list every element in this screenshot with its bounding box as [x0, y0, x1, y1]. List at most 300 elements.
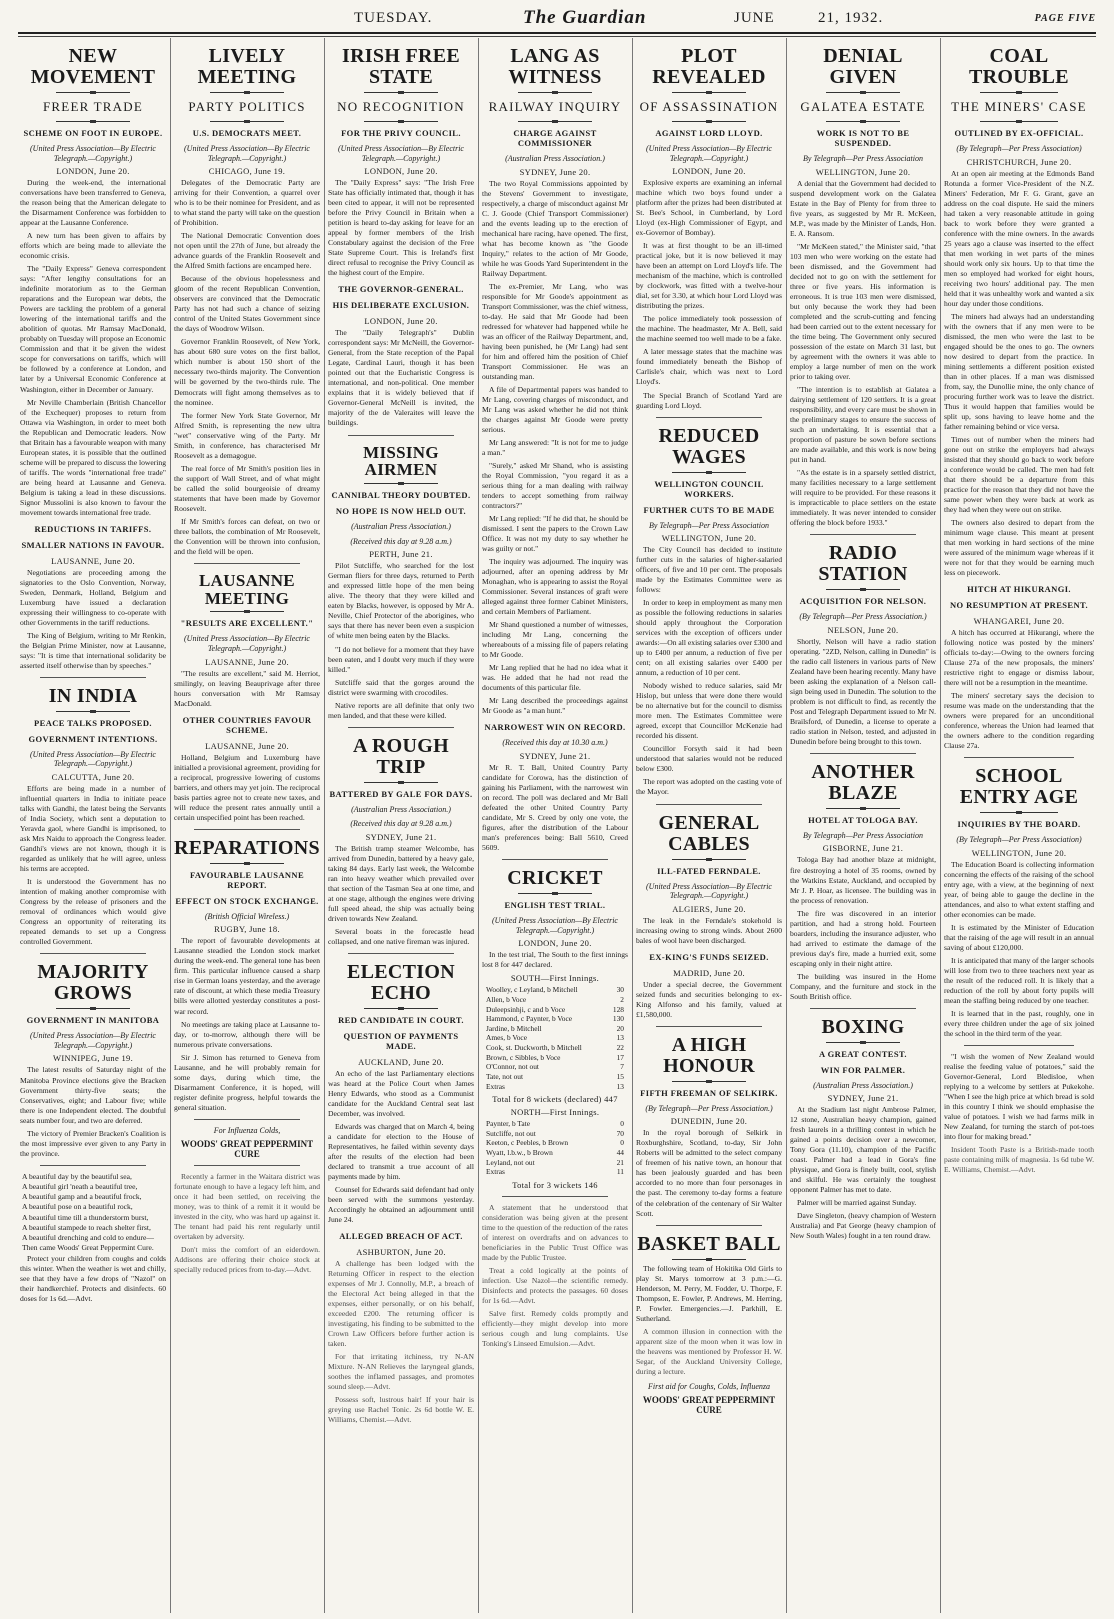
divider-rule [364, 92, 438, 93]
newspaper-title: The Guardian [523, 7, 647, 28]
runs: 7 [620, 1062, 624, 1072]
ad-verse-line: A beautiful time till a thunderstorm burst, [22, 1212, 149, 1222]
divider-rule [672, 121, 746, 122]
headline-reparations: REPARATIONS [174, 836, 320, 859]
scorecard-row [486, 1158, 624, 1168]
subhead: THE GOVERNOR-GENERAL. [338, 284, 464, 295]
article-paragraph: At the Stadium last night Ambrose Palmer, 12 stone, Australian heavy champion, gained fresh laurels in a thrilling contest in which he gained a points decision over a newcomer, Tony Gora (11.10), champion of the Pacific coast. Palmer had a lead in Gora's fine physique, and Gora is finely built, cool, stylish and skilful. He was certainly the toughest opponent Palmer has met to date. [790, 1105, 936, 1195]
article-paragraph: Sir J. Simon has returned to Geneva from Lausanne, and he will probably remain for some days, during which time, the Disarmament Conference, it is hoped, will register definite progress, helpful towards the general situation. [174, 1052, 320, 1112]
divider-rule [826, 92, 900, 93]
subhead: BATTERED BY GALE FOR DAYS. [329, 788, 473, 799]
divider-rule [980, 812, 1058, 813]
dateline: WELLINGTON, June 20. [661, 533, 757, 544]
subhead: "RESULTS ARE EXCELLENT." [180, 618, 314, 629]
subhead: HIS DELIBERATE EXCLUSION. [332, 300, 470, 311]
runs: 20 [616, 1023, 624, 1033]
dateline: LONDON, June 20. [518, 938, 592, 949]
article-paragraph: Governor Franklin Roosevelt, of New York, has about 680 sure votes on the first ballot, which number is about 150 short of the necessary two-thirds majority. The Convention will be governed by the two-thirds rule. The Democrats will fight among themselves as to the nominee. [174, 337, 320, 407]
article-paragraph: It is anticipated that many of the larger schools will lose from two to three teachers next year as the result of the reduced roll. It is likely that a reduction of the roll by about forty pupils will mean the staffing being reduced by one teacher. [944, 956, 1094, 1006]
wire-credit: By Telegraph—Per Press Association [803, 154, 923, 163]
wire-credit: (By Telegraph—Per Press Association.) [799, 612, 927, 622]
article-paragraph: The following team of Hokitika Old Girls to play St. Marys tomorrow at 3 p.m.:—G. Henderson, M. Perry, M. Fodder, U. Thorpe, F. Thompson, E. Fowler, P. Andrews, M. Herring, P. Fowler. Emergencies.—J. Parkhill, E. Sutherland. [636, 1263, 782, 1323]
subhead: EX-KING'S FUNDS SEIZED. [649, 951, 769, 962]
article-paragraph: Shortly, Nelson will have a radio station operating. "2ZD, Nelson, calling in Dunedin" is the radio call listeners in various parts of New Zealand have been hearing recently. Many have been asking the explanation of a Nelson call-sign being used in Dunedin. The solution to the problem is not difficult to find, as recently the Post and Telegraph Department issued to Mr N. Brailsford, of Dunedin, a license to operate a radio station in Nelson, tested, and adjusted in Dunedin before being brought to this town. [790, 636, 936, 746]
article-paragraph: Mr R. T. Ball, United Country Party candidate for Corowa, has the distinction of gaining his Parliament, with the narrowest win on record. The poll was declared and Mr Ball defeated the other United Country Party candidate, Mr S. Creed by only one vote, the figures, after the distribution of the Labour man's preferences being: Ball 5610, Creed 5609. [482, 762, 628, 853]
article-paragraph: No meetings are taking place at Lausanne to-day, or to-morrow, although there will be numerous private conversations. [174, 1019, 320, 1049]
subhead: FREER TRADE [43, 99, 143, 114]
scorecard-row [486, 995, 624, 1005]
article-paragraph: The former New York State Governor, Mr Alfred Smith, is representing the new ultra "wet" conservative wing of the Party. Mr Smith, in conference, has characterised Mr Roosevelt as a demagogue. [174, 410, 320, 460]
dateline: ALGIERS, June 20. [672, 903, 746, 914]
scorecard-row [486, 1024, 624, 1034]
batsman: Sutcliffe, not out [486, 1128, 536, 1138]
subhead: ILL-FATED FERNDALE. [657, 865, 761, 876]
headline-boxing: BOXING [821, 1015, 905, 1038]
wire-credit: (Australian Press Association.) [813, 1080, 913, 1090]
subhead: GOVERNMENT IN MANITOBA [26, 1015, 160, 1026]
article-paragraph: The King of Belgium, writing to Mr Renkin, the Belgian Prime Minister, now at Lausanne, says: "It is time that international solidarity be asserted itself otherwise than by speeches." [20, 630, 166, 670]
dateline: RUGBY, June 18. [214, 924, 280, 935]
wire-credit: (United Press Association—By Electric Telegraph.—Copyright.) [338, 144, 464, 163]
runs: 0 [620, 1138, 624, 1148]
wire-credit: (United Press Association—By Electric Telegraph.—Copyright.) [646, 144, 772, 163]
dateline: SYDNEY, June 21. [519, 750, 591, 761]
article-paragraph: The "Daily Telegraph's" Dublin correspondent says: Mr McNeill, the Governor-General, from the State reception of the Papal Legate, Cardinal Lauri, though it has been pointed out that the Eucharistic Congress is international, and non-political. One member explains that it is widely believed that if Governor-General McNeill is invited, the majority of the de Valeraites will leave the buildings. [328, 328, 474, 428]
article-paragraph: A new turn has been given to affairs by efforts which are being made to alleviate the economic crisis. [20, 231, 166, 261]
article-paragraph: Mr Lang described the proceedings against Mr Goode as "a man hunt." [482, 696, 628, 716]
article-paragraph: The National Democratic Convention does not open until the 27th of June, but already the advance guards of the Franklin Roosevelt and the Alfred Smith factions are encamped here. [174, 231, 320, 271]
subhead: WELLINGTON COUNCIL WORKERS. [654, 478, 764, 499]
subhead: GALATEA ESTATE [800, 99, 926, 114]
dateline: SYDNEY, June 20. [519, 166, 591, 177]
column-divider [786, 38, 787, 1613]
article-end-rule [40, 1165, 146, 1166]
headline-lively-meeting: LIVELY MEETING [197, 45, 297, 88]
column-3 [328, 38, 474, 1613]
column-divider [324, 38, 325, 1613]
batsman: Tate, not out [486, 1071, 524, 1081]
advertisement-paragraph: Possess soft, lustrous hair! If your hair is greying use Rachel Tonic. 2s 6d bottle W. E. Williams, Chemist.—Advt. [328, 1395, 474, 1425]
divider-rule [518, 92, 592, 93]
article-paragraph: A file of Departmental papers was handed to Mr Lang, covering charges of misconduct, and Mr Lang was asked whether he did not think the charges against Mr Goode were pretty serious. [482, 384, 628, 434]
scorecard-row [486, 1138, 624, 1148]
subhead: WIN FOR PALMER. [820, 1064, 906, 1075]
runs: 44 [616, 1148, 624, 1158]
subhead: CANNIBAL THEORY DOUBTED. [331, 490, 471, 501]
runs: 11 [616, 1167, 624, 1177]
runs: 15 [616, 1071, 624, 1081]
headline-general-cables: GENERAL CABLES [658, 811, 760, 855]
article-end-rule [348, 435, 454, 436]
batsman: Paynter, b Tate [486, 1119, 530, 1129]
article-paragraph: "I do not believe for a moment that they have been eaten, and I doubt very much if they were killed." [328, 644, 474, 674]
ad-tagline: First aid for Coughs, Colds, Influenza [647, 1381, 770, 1391]
article-paragraph: Because of the obvious hopelessness and gloom of the recent Republican Convention, observers are convinced that the Democratic Party has not had such a chance of seizing control of the United States Government since the days of Woodrow Wilson. [174, 274, 320, 334]
subhead: FOR THE PRIVY COUNCIL. [341, 128, 461, 138]
article-paragraph: A challenge has been lodged with the Returning Officer in respect to the election expenses of Mr J. Connolly, M.P., a breach of the Electoral Act being alleged in that the expenses, either personally, or on his behalf, exceeded £200. The returning officer is investigating, his finding to be submitted to the Crown Law Officers before further action is taken. [328, 1259, 474, 1349]
article-paragraph: Palmer will be married against Sunday. [797, 1198, 917, 1208]
dateline: DUNEDIN, June 20. [670, 1116, 748, 1127]
runs: 0 [620, 1119, 624, 1129]
divider-rule [56, 92, 130, 93]
column-divider [170, 38, 171, 1613]
headline-a-rough-trip: A ROUGH TRIP [353, 734, 449, 778]
dateline: GISBORNE, June 21. [822, 843, 904, 854]
article-paragraph: A later message states that the machine was found immediately beneath the Bishop of Carlisle's chair, which was next to Lord Lloyd's. [636, 347, 782, 387]
subhead: RED CANDIDATE IN COURT. [338, 1014, 464, 1025]
article-end-rule [656, 804, 762, 805]
article-paragraph: In the royal borough of Selkirk in Roxburghshire, Scotland, to-day, Sir John Roberts will be admitted to the select company of freemen of his native town, an honour that has been jealously guarded and has been accorded to no more than four personages in the past. The ceremony to-day forms a feature of the celebration of the centenary of Sir Walter Scott. [636, 1128, 782, 1218]
article-paragraph: Explosive experts are examining an infernal machine which two boys found under a platform after the prizes had been distributed at St. Bee's School, in Cumberland, by Lord Lloyd (ex-High Commissioner of Egypt, and ex-Governor of Bombay). [636, 178, 782, 238]
article-paragraph: It was at first thought to be an ill-timed practical joke, but it is now believed it may have been an attempt on Lord Lloyd's life. The mechanism of the machine, which is controlled by clockwork, was fitted with a twelve-hour dial, set for 3.30, at which hour Lord Lloyd was distributing the prizes. [636, 241, 782, 311]
scorecard-row [486, 1014, 624, 1024]
dateline: WELLINGTON, June 20. [815, 166, 911, 177]
divider-rule [210, 121, 284, 122]
article-paragraph: It is learned that in the past, roughly, one in every three children under the age of six joined the school in the third term of the year. [944, 1009, 1094, 1039]
headline-denial-given: DENIAL GIVEN [823, 45, 903, 88]
article-paragraph: At an open air meeting at the Edmonds Band Rotunda a former Vice-President of the N.Z. Miners' Federation, Mr F. G. Grant, gave an address on the coal dispute. He said the miners had taken a very reasonable attitude in going back to work before they were granted a conference with the mine owners. In the awards 25 years ago a clause was inserted to the effect that men working in wet parts of the mines should work only six hours. Up to that time the men so employed had worked for eight hours, receiving two hours' additional pay. The men held that it was unhealthy work and wanted a six hour day under those conditions. [944, 168, 1094, 308]
scorecard-south [482, 985, 628, 1091]
subhead: GOVERNMENT INTENTIONS. [28, 733, 158, 744]
wire-credit: (By Telegraph—Per Press Association) [956, 144, 1082, 153]
masthead-rule [18, 36, 1096, 37]
runs: 21 [616, 1157, 624, 1167]
wire-credit: (United Press Association—By Electric Telegraph.—Copyright.) [30, 144, 156, 163]
received-note: (Received this day at 10.30 a.m.) [502, 738, 608, 748]
article-paragraph: The Education Board is collecting information concerning the effects of the raising of the school entry age, with a view, at the beginning of next year, of being able to gauge the decline in the attendances, and also to what extent staffing and other economies can be made. [944, 860, 1094, 920]
scorecard-row [486, 985, 624, 995]
article-paragraph: In the test trial, The South to the first innings lost 8 for 447 declared. [482, 950, 628, 970]
divider-rule [980, 121, 1058, 122]
article-paragraph: The real force of Mr Smith's position lies in the support of Wall Street, and of what might be called the solid bourgeoisie of dreamy statements that have been made by Governor Roosevelt. [174, 463, 320, 513]
article-paragraph: "The results are excellent," said M. Herriot, smilingly, on leaving Beauprivage after three hours conversation with Mr Ramsay MacDonald. [174, 668, 320, 708]
headline-irish-free-state: IRISH FREE STATE [341, 45, 461, 88]
runs: 13 [616, 1033, 624, 1043]
article-paragraph: The City Council has decided to institute further cuts in the salaries of higher-salaried officers, of five and 10 per cent. The proposals made by the Estimates Committee were as follows: [636, 545, 782, 595]
subhead: QUESTION OF PAYMENTS MADE. [343, 1030, 459, 1051]
subhead: REDUCTIONS IN TARIFFS. [34, 523, 152, 534]
advertisement-paragraph: Don't miss the comfort of an eiderdown. Addisons are offering their choice stock at specially reduced prices from to-day.—Advt. [174, 1245, 320, 1275]
batsman: Brown, c Sibbles, b Voce [486, 1052, 561, 1062]
divider-rule [826, 589, 900, 590]
article-end-rule [348, 727, 454, 728]
article-paragraph: The ex-Premier, Mr Lang, who was responsible for Mr Goode's appointment as Transport Commissioner, was the chief witness, to-day. He said that Mr Goode had been redressed for whatever had happened while he was an officer of the Railway Department, and, having been punished, he (Mr Lang) had sent for him and offered him the position of Chief Transport Commissioner. He was an outstanding man. [482, 281, 628, 381]
headline-cricket: CRICKET [507, 867, 603, 890]
wire-credit: (United Press Association—By Electric Telegraph.—Copyright.) [646, 881, 772, 901]
batsman: Extras [486, 1081, 505, 1091]
masthead-month: JUNE [734, 10, 775, 26]
batsman: Duleepsinhji, c and b Voce [486, 1004, 566, 1014]
subhead: NARROWEST WIN ON RECORD. [484, 722, 626, 733]
batsman: Jardine, b Mitchell [486, 1023, 542, 1033]
dateline: LAUSANNE, June 20. [205, 656, 289, 667]
divider-rule [56, 711, 130, 712]
subhead: HOTEL AT TOLOGA BAY. [808, 814, 918, 825]
divider-rule [364, 782, 438, 783]
wire-credit: By Telegraph—Per Press Association [649, 520, 769, 530]
dateline: PERTH, June 21. [369, 549, 433, 560]
article-paragraph: Recently a farmer in the Waitara district was fortunate enough to have a legacy left him, and once it had been settled, on receiving the money, was to think of a remit it it would be invested in the city, who was hard up against it. The tenant had paid his rent regularly until overtaken by adversity. [174, 1172, 320, 1242]
subhead: NO RESUMPTION AT PRESENT. [950, 600, 1088, 611]
subhead: FURTHER CUTS TO BE MADE [643, 504, 775, 515]
article-paragraph: Counsel for Edwards said defendant had only been served with the summons yesterday. Accordingly he obtained an adjournment until June 24. [328, 1185, 474, 1225]
masthead-day: TUESDAY. [354, 10, 433, 26]
dateline: LONDON, June 20. [364, 316, 438, 327]
received-note: (Received this day at 9.28 a.m.) [350, 536, 452, 546]
advertisement-paragraph: Treat a cold logically at the points of infection. Use Nazol—the scientific remedy. Disinfects and protects the passages. 60 doses for 1s 6d.—Advt. [482, 1266, 628, 1306]
ad-verse-line: Then came Woods' Great Peppermint Cure. [22, 1243, 154, 1253]
article-end-rule [348, 953, 454, 954]
headline-lausanne-meeting: LAUSANNE MEETING [199, 570, 295, 608]
subhead: OUTLINED BY EX-OFFICIAL. [954, 128, 1084, 138]
divider-rule [672, 1081, 746, 1082]
article-paragraph: Native reports are all definite that only two men landed, and that these were killed. [328, 700, 474, 720]
ad-verse-line: A beautiful drenching and cold to endure— [22, 1233, 155, 1243]
subhead: SMALLER NATIONS IN FAVOUR. [21, 539, 165, 550]
wire-credit: (British Official Wireless.) [204, 911, 290, 921]
article-end-rule [656, 1225, 762, 1226]
subhead: ALLEGED BREACH OF ACT. [339, 1231, 463, 1242]
article-paragraph: Mr Lang answered: "It is not for me to judge a man." [482, 437, 628, 457]
divider-rule [210, 92, 284, 93]
runs: 70 [616, 1128, 624, 1138]
article-paragraph: An echo of the last Parliamentary elections was heard at the Police Court when James Henry Edwards, who stood as a Communist candidate for the Auckland Central seat last December, was involved. [328, 1068, 474, 1119]
dateline: ASHBURTON, June 20. [356, 1247, 446, 1258]
subhead: OF ASSASSINATION [639, 99, 779, 114]
advertisement-paragraph: Insident Tooth Paste is a British-made tooth paste containing milk of magnesia. 1s 6d tube W. E. Williams, Chemist.—Advt. [944, 1145, 1094, 1175]
dateline: SYDNEY, June 21. [365, 831, 437, 842]
column-2 [174, 38, 320, 1613]
article-paragraph: Mr Shand questioned a number of witnesses, including Mr Lang, concerning the whereabouts of a missing file of papers relating to Mr Goode. [482, 620, 628, 660]
batsman: Hammond, c Paynter, b Voce [486, 1014, 573, 1024]
batsman: Wyatt, l.b.w., b Brown [486, 1148, 553, 1158]
article-paragraph: "I wish the women of New Zealand would realise the feeding value of potatoes," said the Governor-General, Lord Bledisloe, when replying to a welcome by settlers at Pukekohe. "When I see the high price at which bread is sold in this country I think we should emphasise the value of potatoes. I wish we had farms milk in New Zealand, for turning the starch of pot-toes into flour for making bread." [944, 1052, 1094, 1142]
dateline: WHANGAREI, June 20. [973, 616, 1065, 627]
dateline: LAUSANNE, June 20. [51, 555, 135, 566]
subhead: FIFTH FREEMAN OF SELKIRK. [640, 1087, 778, 1098]
ad-tagline: For Influenza Colds, [213, 1125, 281, 1135]
scorecard-row [486, 1148, 624, 1158]
scorecard-north [482, 1119, 628, 1177]
article-paragraph: The latest results of Saturday night of the Manitoba Province elections give the Bracken Government thirty-five seats; the Conservatives, eight; and Labour five; while there is one Independent elected. The doubtful seats number four, and two are deferred. [20, 1065, 166, 1125]
article-paragraph: Nobody wished to reduce salaries, said Mr Hislop, but unless that were done there would be no alternative but for the council to dismiss more men. The Estimates Committee were agreed, except that Councillor McKenzie had recorded his dissent. [636, 681, 782, 741]
ad-verse-line: A beautiful gamp and a beautiful frock, [22, 1192, 142, 1202]
article-paragraph: A hitch has occurred at Hikurangi, where the following notice was posted by the miners' officials to-day:—Owing to the owners forcing Clause 27a of the new proposals, the miners' restrictive right to engage or dismiss labour, there will not be a resumption in the meantime. [944, 628, 1094, 688]
ad-verse-line: A beautiful pose on a beautiful rock, [22, 1202, 133, 1212]
received-note: (Received this day at 9.28 a.m.) [350, 819, 452, 829]
subhead: CHARGE AGAINST COMMISSIONER [513, 128, 597, 148]
runs: 30 [616, 985, 624, 995]
ad-title: WOODS' GREAT PEPPERMINT CURE [642, 1395, 776, 1416]
dateline: CHRISTCHURCH, June 20. [966, 156, 1072, 167]
divider-rule [364, 483, 438, 484]
dateline: WINNIPEG, June 19. [53, 1053, 133, 1064]
dateline: LONDON, June 20. [672, 166, 746, 177]
runs: 13 [616, 1081, 624, 1091]
subhead: ACQUISITION FOR NELSON. [799, 596, 927, 607]
article-paragraph: "Mr McKeen stated," the Minister said, "that 103 men who were working on the estate had been dismissed, and the Government had decided not to go on with the settlement for three or five years. His information is erroneous. It is true 103 men were dismissed, but only because the work they had been completed and the scrub-cutting and fencing had been carried out to the extent necessary for the time being. The Government only secured possession of the estate on March 31 last, but by agreement with the owners it was able to employ a large number of men on the work prior to taking over. [790, 241, 936, 381]
divider-rule [826, 1042, 900, 1043]
headline-coal-trouble: COAL TROUBLE [969, 45, 1069, 88]
article-paragraph: Dave Singleton, (heavy champion of Western Australia) and Pat George (heavy champion of New South Wales) fought in a ten round draw. [790, 1211, 936, 1241]
scorecard-row [486, 1053, 624, 1063]
ad-verse-line: A beautiful girl 'neath a beautiful tree, [22, 1181, 138, 1191]
article-end-rule [194, 1119, 300, 1120]
article-paragraph: "As the estate is in a sparsely settled district, many facilities necessary to a large settlement will require to be provided. For these reasons it is impracticable to place settlers on the estate immediately. It was never intended to consider offering the block before 1933." [790, 468, 936, 528]
column-5 [636, 38, 782, 1613]
article-paragraph: The leak in the Ferndale's stokehold is increasing owing to strong winds. About 2600 bales of wool have been discharged. [636, 915, 782, 945]
article-paragraph: Negotiations are proceeding among the signatories to the Oslo Convention, Norway, Sweden, Denmark, Holland, Belgium and Luxemburg have issued a declaration expressing their willingness to co-operate with other Governments in the tariff reductions. [20, 567, 166, 627]
subhead: INQUIRIES BY THE BOARD. [957, 819, 1081, 830]
batsman: Keeton, c Peebles, b Brown [486, 1138, 569, 1148]
wire-credit: (Australian Press Association.) [351, 804, 451, 814]
divider-rule [826, 808, 900, 809]
article-paragraph: Mr Lang replied: "If he did that, he should be dismissed. I sent the papers to the Crown Law Office. It was not my duty to say whether he was guilty or not." [482, 514, 628, 554]
subhead: ENGLISH TEST TRIAL. [504, 900, 606, 911]
article-end-rule [810, 1008, 916, 1009]
dateline: LONDON, June 20. [56, 166, 130, 177]
article-paragraph: Pilot Sutcliffe, who searched for the lost German fliers for three days, returned to Perth and expressed little hope of the men being alive. The theory that they were killed and eaten by Blacks, however, is opposed by Mr A. Neville, Chief Protector of the aborigines, who says that there has never been even a suspicion of white men being eaten by the Blacks. [328, 561, 474, 641]
headline-a-high-honour: A HIGH HONOUR [663, 1033, 755, 1077]
wire-credit: (United Press Association—By Electric Telegraph.—Copyright.) [30, 1031, 156, 1050]
article-paragraph: The victory of Premier Bracken's Coalition is the most impressive ever given to any Party in the province. [20, 1128, 166, 1158]
article-paragraph: The police immediately took possession of the machine. The headmaster, Mr A. Bell, said the machine seemed too well made to be a fake. [636, 314, 782, 344]
runs: 22 [616, 1043, 624, 1053]
article-paragraph: The "Daily Express" Geneva correspondent says: "After lengthy consultations for an indefinite moratorium as to the German reparations and the European war debts, the Powers are tackling the problem of a general lowering of the international tariffs and the abolition of quotas. Mr Ramsay MacDonald, probably on Tuesday will propose an Economic Commission and that it be given the widest scope for conversations on tariffs, which will be followed by a conference at London, and later by a Universal Economic Conference at Washington, either in December or January. [20, 264, 166, 394]
subhead: AGAINST LORD LLOYD. [655, 128, 763, 138]
innings-heading: SOUTH—First Innings. [510, 973, 600, 984]
wire-credit: (By Telegraph—Per Press Association) [956, 835, 1082, 845]
wire-credit: (United Press Association—By Electric Telegraph.—Copyright.) [184, 634, 310, 654]
subhead: THE MINERS' CASE [951, 99, 1087, 114]
subhead: SCHEME ON FOOT IN EUROPE. [23, 128, 163, 138]
page-columns [18, 38, 1096, 1613]
dateline: CHICAGO, June 19. [208, 166, 286, 177]
scorecard-row [486, 1129, 624, 1139]
wire-credit: (Australian Press Association.) [505, 154, 605, 163]
batsman: O'Connor, not out [486, 1062, 539, 1072]
headline-new-movement: NEW MOVEMENT [30, 45, 156, 88]
dateline: NELSON, June 20. [827, 624, 899, 635]
subhead: PARTY POLITICS [188, 99, 306, 114]
scorecard-row [486, 1062, 624, 1072]
advertisement-paragraph: Salve first. Remedy colds promptly and efficiently—they might develop into more serious cough and lung complaints. Use Tonking's Linseed Emulsion.—Advt. [482, 1309, 628, 1349]
subhead: A GREAT CONTEST. [819, 1048, 907, 1059]
article-paragraph: The owners also desired to depart from the minimum wage clause. This meant at present that men working in hard sections of the mine were assured of the minimum wage whereas if it were not for that they would be earning much less on piecework. [944, 518, 1094, 578]
masthead-date: 21, 1932. [818, 10, 884, 26]
scorecard-row [486, 1043, 624, 1053]
scorecard-row [486, 1072, 624, 1082]
article-paragraph: The inquiry was adjourned. The inquiry was adjourned, after an opening address by Mr Monaghan, who is appearing to assist the Royal Commissioner. Several instances of graft were alleged against three former Cabinet Ministers, and certain Members of Parliament. [482, 557, 628, 617]
article-paragraph: During the week-end, the international conversations have been transferred to Geneva, the reason being that the American delegate to the Disarmament Conference was forbidden to appear at the Lausanne Conference. [20, 178, 166, 228]
column-divider [940, 38, 941, 1613]
subhead: RAILWAY INQUIRY [488, 99, 622, 114]
article-paragraph: The fire was discovered in an interior partition, and had a strong hold. Fourteen boarders, including the insurance adjuster, who had arrived to estimate the damage of the previous day's fire, made a hurried exit, some escaping only in their night attire. [790, 908, 936, 968]
article-paragraph: It is understood the Government has no intention of making another compromise with Congress by the release of prisoners and the removal of ordinances which would give Congress an opportunity of reiterating its repeated demands to set up a Congress controlled Government. [20, 877, 166, 947]
wire-credit: (United Press Association—By Electric Telegraph.—Copyright.) [30, 749, 156, 769]
subhead: PEACE TALKS PROPOSED. [34, 717, 152, 728]
headline-missing-airmen: MISSING AIRMEN [363, 442, 439, 480]
article-end-rule [656, 417, 762, 418]
subhead: OTHER COUNTRIES FAVOUR SCHEME. [182, 714, 312, 735]
article-end-rule [194, 563, 300, 564]
masthead [18, 4, 1096, 34]
article-paragraph: The report was adopted on the casting vote of the Mayor. [636, 777, 782, 797]
headline-reduced-wages: REDUCED WAGES [658, 424, 760, 468]
headline-in-india: IN INDIA [48, 684, 138, 707]
article-end-rule [40, 677, 146, 678]
divider-rule [826, 121, 900, 122]
article-end-rule [810, 534, 916, 535]
article-paragraph: Mr Neville Chamberlain (British Chancellor of the Exchequer) proposes to return from Ottawa via Washington, in order to meet both the Republican and Democratic leaders. Now that Britain has a favourable weapon with many European states, it is possible that the outlined scheme will be prepared to discuss the lowering of tariffs. The words "international free trade" are being heard at Lausanne and Geneva. Belgium is taking a lead in these discussions. Signor Mussolini is also known to favour the movement towards international free trade. [20, 397, 166, 517]
article-end-rule [810, 753, 916, 754]
batsman: Allen, b Voce [486, 994, 527, 1004]
article-paragraph: The two Royal Commissions appointed by the Stevens' Government to investigate, respectively, a charge of misconduct against Mr C. J. Goode (Chief Transport Commissioner) and the events leading up to the erection of mechanical hare racing, have opened. The first, what has become known as "the Goode Inquiry," relates to the action of Mr Goode, while he was Goods Yard Superintendent in the Railway Department. [482, 178, 628, 278]
batsman: Ames, b Voce [486, 1033, 527, 1043]
article-paragraph: Holland, Belgium and Luxemburg have initialled a provisional agreement, providing for a reciprocal, progressive lowering of customs barriers, and others may yet join. The reciprocal basis parties agree not to create new taxes, and will reduce the present rates annually until a certain unspecified point has been reached. [174, 752, 320, 822]
headline-school-entry-age: SCHOOL ENTRY AGE [959, 765, 1079, 809]
scorecard-row [486, 1005, 624, 1015]
article-paragraph: Several boats in the forecastle head collapsed, and one native fireman was injured. [328, 926, 474, 946]
article-paragraph: Edwards was charged that on March 4, being a candidate for election to the House of Representatives, he failed within seventy days after the results of the election had been declared to transmit a true account of all payments made by him. [328, 1122, 474, 1182]
innings-total: Total for 3 wickets 146 [512, 1179, 598, 1190]
column-divider [632, 38, 633, 1613]
article-paragraph: The miners' secretary says the decision to resume was made on the understanding that the owners were prepared for an unconditional conference, whereas the Union had learned that the owners adhere to the condition regarding Clause 27a. [944, 691, 1094, 751]
wire-credit: By Telegraph—Per Press Association [803, 830, 923, 840]
article-end-rule [194, 1165, 300, 1166]
column-1 [20, 38, 166, 1613]
scorecard-row [486, 1119, 624, 1129]
headline-another-blaze: ANOTHER BLAZE [811, 760, 915, 804]
divider-rule [56, 1008, 130, 1009]
dateline: AUCKLAND, June 20. [358, 1056, 444, 1067]
article-paragraph: Councillor Forsyth said it had been understood that salaries would not be reduced below £300. [636, 744, 782, 774]
article-end-rule [502, 859, 608, 860]
article-paragraph: In order to keep in employment as many men as possible the following reductions in salaries should apply throughout the Corporation services with the exception of officers under awards:—On all existing salaries over £300 and up to £400 per annum, a reduction of five per cent; on all existing salaries over £400 per annum, a reduction of 10 per cent. [636, 598, 782, 678]
headline-election-echo: ELECTION ECHO [347, 960, 455, 1004]
divider-rule [210, 863, 284, 864]
article-paragraph: Mr Lang replied that he had no idea what it was. He added that he had not read the documents of this particular file. [482, 663, 628, 693]
article-paragraph: The British tramp steamer Welcombe, has arrived from Dunedin, battered by a heavy gale, taking 84 days. Early last week, the Welcombe ran into heavy weather which prevailed over that section of the Tasman Sea at one time, and at one stage, although the engines were driving full speed ahead, the ship was actually being driven towards New Zealand. [328, 843, 474, 923]
scorecard-row [486, 1033, 624, 1043]
batsman: Extras [486, 1167, 505, 1177]
headline-basket-ball: BASKET BALL [637, 1232, 781, 1255]
article-paragraph: The report of favourable developments at Lausanne steadied the London stock market during the week-end. The general tone has been firm. This particular influence caused a sharp rise in German loans yesterday, and the average rate of discount, at which these media Treasury bills were allotted yesterday constitutes a post-war record. [174, 936, 320, 1016]
divider-rule [518, 121, 592, 122]
article-paragraph: Under a special decree, the Government seized funds and securities belonging to ex-King Alfonso and his family, valued at £1,580,000. [636, 979, 782, 1019]
article-paragraph: Times out of number when the miners had gone out on strike the employers had always insisted that they should go back to work before a conference would be called. The men had felt that there should be a departure from this practice for the reason that they did not have the same power when they were back at work as they had when they were out on strike. [944, 435, 1094, 515]
article-paragraph: Tologa Bay had another blaze at midnight, fire destroying a hotel of 35 rooms, owned by the Watkins Estate, Auckland, and occupied by Mr J. P. Hoar, as licensee. The building was in the process of renovation. [790, 855, 936, 905]
dateline: CALCUTTA, June 20. [51, 772, 135, 783]
headline-majority-grows: MAJORITY GROWS [37, 961, 149, 1005]
innings-total: Total for 8 wickets (declared) 447 [492, 1094, 618, 1105]
subhead: U.S. DEMOCRATS MEET. [192, 128, 302, 138]
runs: 128 [612, 1004, 624, 1014]
article-paragraph: "The intention is to establish at Galatea a dairying settlement of 120 settlers. It is a great responsibility, and every care must be shown in the preliminary stages to ensure the success of such an undertaking. It is essential that a proportion of pasture be sown before sections are made available, and this work is now being put in hand. [790, 384, 936, 465]
subhead: NO HOPE IS NOW HELD OUT. [335, 506, 467, 517]
column-6 [790, 38, 936, 1613]
wire-credit: (United Press Association—By Electric Telegraph.—Copyright.) [492, 916, 618, 935]
divider-rule [56, 121, 130, 122]
article-paragraph: The miners had always had an understanding with the owners that if any men were to be dismissed, the men who were the last to be engaged should be the ones to go. The owners now desired to depart from the practice. In mining settlements a different position existed than in other places. If a man was dismissed from, say, the Dunollie mine, the only chance of procuring further work was to leave the district. Thus it would happen that families would be split up, sons having to leave home and the father remaining behind or vice versa. [944, 311, 1094, 431]
subhead: EFFECT ON STOCK EXCHANGE. [175, 895, 319, 906]
article-paragraph: Sutcliffe said that the gorges around the district were swarming with crocodiles. [328, 677, 474, 697]
article-end-rule [502, 1196, 608, 1197]
headline-radio-station: RADIO STATION [818, 542, 908, 586]
article-end-rule [964, 1045, 1074, 1046]
article-paragraph: It is estimated by the Minister of Education that the raising of the age will result in an annual saving of about £120,000. [944, 923, 1094, 953]
wire-credit: (By Telegraph—Per Press Association.) [645, 1103, 773, 1113]
